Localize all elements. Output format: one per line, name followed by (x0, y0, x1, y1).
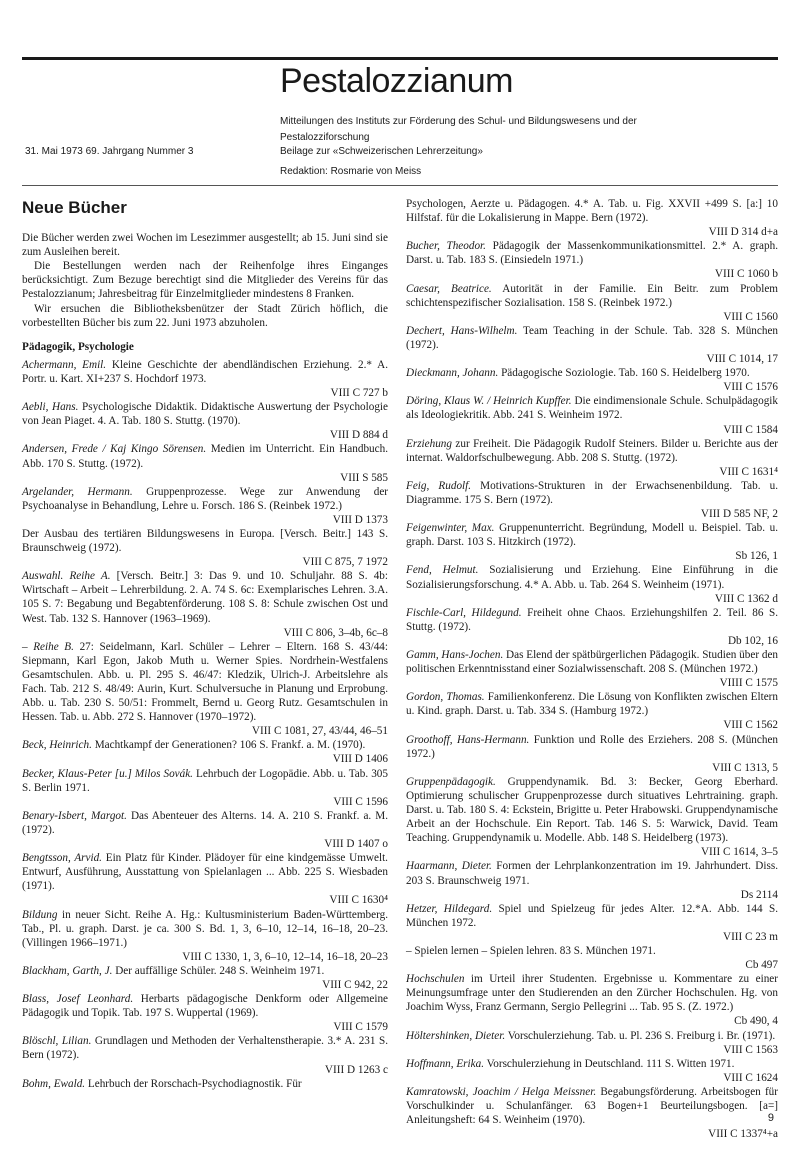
entry-signature: VIII C 23 m (723, 930, 778, 943)
entry-text: Team Teaching in der Schule. Tab. 328 S. München (1972). (406, 324, 778, 351)
entry-signature: VIII C 727 b (330, 387, 388, 400)
entry-signature: VIII C 1060 b (714, 268, 778, 281)
book-entry (406, 366, 778, 394)
entry-signature: VIII C 942, 22 (322, 978, 388, 991)
book-entry (22, 809, 388, 851)
entry-signature: VIII C 1337⁴+a (708, 1128, 778, 1141)
issue-info: 31. Mai 1973 69. Jahrgang Nummer 3 (25, 146, 194, 157)
subsection-heading: Pädagogik, Psychologie (22, 340, 134, 353)
entry-text: Machtkampf der Generationen? 106 S. Frankf. a. M. (1970). (94, 739, 366, 752)
entry-author: Groothoff, Hans-Hermann. (406, 733, 530, 746)
entry-author: Beck, Heinrich. (22, 739, 92, 752)
entry-author: Feig, Rudolf. (406, 479, 472, 492)
entry-signature: Cb 497 (745, 959, 778, 972)
entry-signature: VIII C 1631⁴ (719, 465, 778, 478)
entry-signature: VIII C 1330, 1, 3, 6–10, 12–14, 16–18, 20–23 (182, 950, 388, 963)
entry-text: Herbarts pädagogische Denkform oder Allgemeine Pädagogik und Topik. Tab. 197 S. Wuppertal (1969). (22, 993, 389, 1020)
entry-author: Gamm, Hans-Jochen. (406, 649, 504, 661)
entry-text: Die eindimensionale Schule. Schulpädagogik als Ideologiekritik. Abb. 241 S. Weinheim 1972. (406, 395, 779, 422)
entry-signature: VIII C 1560 (723, 310, 778, 323)
entry-text: Begabungsförderung. Arbeitsbogen für Vorschulkinder u. Schulanfänger. 63 Bogen+1 Beurteilungsbogen. [a=] Anleitungsheft: 64 S. Weinheim (1970). (406, 1085, 779, 1127)
entry-author: Hetzer, Hildegard. (406, 902, 493, 915)
book-entry (406, 944, 778, 972)
entry-signature: Cb 490, 4 (734, 1015, 778, 1028)
entry-signature: VIIII C 1575 (719, 677, 778, 690)
entry-text: Spiel und Spielzeug für jedes Alter. 12.*A. Abb. 144 S. München 1972. (406, 902, 778, 929)
intro-paragraph: Die Bestellungen werden nach der Reihenfolge ihres Einganges berücksichtigt. Zum Bezuge berechtigt sind die Mitglieder des Vereins für das Pestalozzianum; Jahresbeitrag für Einzelmitglieder mindestens 8 Franken. (22, 260, 388, 301)
entry-signature: VIII D 884 d (329, 429, 388, 442)
page-number: 9 (767, 1112, 774, 1124)
book-entry (406, 197, 778, 239)
editor-credit: Redaktion: Rosmarie von Meiss (280, 166, 422, 177)
entry-text: Autorität in der Familie. Ein Beitr. zum Problem schichtenspezifischer Sozialisation. 158 S. (Reinbek 1972.) (406, 282, 778, 309)
entry-author: Fischle-Carl, Hildegund. (406, 606, 522, 619)
entry-text: Medien im Unterricht. Ein Handbuch. Abb. 170 S. Stuttg. (1972). (22, 443, 388, 470)
entry-text: Grundlagen und Methoden der Verhaltenstherapie. 3.* A. 231 S. Bern (1972). (22, 1035, 388, 1062)
right-column (406, 197, 778, 1141)
entry-signature: VIII C 1562 (723, 719, 778, 732)
book-entry (406, 282, 778, 324)
masthead-subtitle: Mitteilungen des Instituts zur Förderung des Schul- und Bildungswesens und der Pestalozziforschung (280, 116, 637, 143)
header-top-rule (22, 57, 778, 60)
entry-author: Achermann, Emil. (22, 358, 107, 371)
entry-text: Das Elend der spätbürgerlichen Pädagogik. Studien über den politischen Erkenntnisstand einer Sozialwissenschaft. 208 S. (München 1972.) (406, 649, 778, 676)
entry-author: Feigenwinter, Max. (406, 522, 495, 535)
entry-author: Bildung (22, 908, 58, 921)
entry-text: 27: Seidelmann, Karl. Schüler – Lehrer – Eltern. 168 S. 43/44: Siepmann, Karl Egon, Jakob Muth u. Werner Spies. Nordrhein-Westfalens Gesamtschulen. Abb. u. Pl. 295 S. 46/47: Kledzik, Ulrich-J. Arbeitslehre als Fach. Tab. 212 S. 48/49: Aurin, Kurt. Schulversuche in Planung und Erprobung. Abb. u. Tab. 230 S. 50/51: Frommelt, Bernd u. Georg Rutz. Gesamtschulen in Hessen. Tab. u. Abb. 272 S. Hannover (1970–1972). (22, 640, 388, 724)
entry-text: Pädagogische Soziologie. Tab. 160 S. Heidelberg 1970. (501, 367, 750, 380)
book-entry (406, 479, 778, 521)
entry-signature: VIII C 1624 (723, 1071, 778, 1084)
entry-text: Vorschulerziehung. Tab. u. Pl. 236 S. Freiburg i. Br. (1971). (507, 1029, 776, 1042)
entry-signature: VIII D 1373 (332, 513, 388, 526)
book-entry (406, 606, 778, 648)
entry-signature: VIII C 1596 (333, 795, 388, 808)
left-column (22, 197, 388, 1091)
book-entry (22, 767, 388, 809)
book-entry (406, 1057, 778, 1085)
entry-text: Lehrbuch der Logopädie. Abb. u. Tab. 305 S. Berlin 1971. (22, 767, 388, 794)
entry-signature: VIII C 1630⁴ (329, 894, 388, 907)
book-entry (406, 972, 778, 1028)
entry-text: Funktion und Rolle des Erziehers. 208 S. (München 1972.) (406, 733, 778, 760)
entry-text: Familienkonferenz. Die Lösung von Konflikten zwischen Eltern u. Kind. graph. Darst. u. Tab. 334 S. (Hamburg 1972.) (406, 691, 778, 718)
entry-signature: VIII C 875, 7 1972 (302, 556, 388, 569)
book-entry (22, 964, 388, 992)
book-entry (406, 239, 778, 281)
entry-text: Der auffällige Schüler. 248 S. Weinheim 1971. (115, 964, 325, 977)
entry-text: Motivations-Strukturen in der Erwachsenenbildung. Tab. u. Diagramme. 175 S. Bern (1972). (406, 479, 778, 506)
entry-author: Bohm, Ewald. (22, 1077, 86, 1090)
entry-text: Psychologen, Aerzte u. Pädagogen. 4.* A. Tab. u. Fig. XXVII +499 S. [a:] 10 Hilfstaf. für die Lokalisierung in Mappe. Bern (1972). (406, 198, 778, 225)
book-entry (22, 485, 388, 527)
intro-paragraph: Wir ersuchen die Bibliotheksbenützer der Stadt Zürich höflich, die vorbestellten Bücher bis zum 22. Juni 1973 abzuholen. (22, 302, 388, 329)
book-entry (22, 400, 388, 442)
entry-signature: VIII C 1576 (723, 381, 778, 394)
entry-text: Psychologische Didaktik. Didaktische Auswertung der Psychologie von Jean Piaget. 4. A. Tab. 180 S. Stuttg. (1970). (22, 401, 388, 428)
book-entry (22, 358, 388, 400)
book-entry (406, 690, 778, 732)
book-entry (406, 775, 778, 860)
entry-text: Kleine Geschichte der abendländischen Erziehung. 2.* A. Portr. u. Kart. XI+237 S. Hochdorf 1973. (22, 358, 389, 385)
entry-text: Formen der Lehrplankonzentration im 19. Jahrhundert. Diss. 203 S. Braunschweig 1971. (406, 860, 778, 887)
entry-text: Pädagogik der Massenkommunikationsmittel. 2.* A. graph. Darst. u. Tab. 183 S. (Einsiedeln 1971.) (406, 240, 779, 267)
entry-signature: VIII C 1081, 27, 43/44, 46–51 (251, 725, 388, 738)
header-bottom-rule (22, 185, 778, 186)
entry-signature: VIII C 1563 (723, 1043, 778, 1056)
entry-text: Ein Platz für Kinder. Plädoyer für eine kindgemässe Umwelt. Entwurf, Ausführung, Ausstattung von Spielanlagen ... Abb. 225 S. Wiesbaden (1971). (22, 852, 388, 893)
entry-author: Blass, Josef Leonhard. (22, 993, 134, 1006)
book-entry (406, 563, 778, 605)
entry-signature: VIII D 314 d+a (708, 226, 778, 239)
entry-author: Benary-Isbert, Margot. (22, 809, 127, 822)
book-entry (406, 902, 778, 944)
book-entry (22, 442, 388, 484)
intro-text (22, 231, 388, 330)
entry-author: Gordon, Thomas. (406, 691, 485, 704)
book-entry (406, 733, 778, 775)
entry-signature: Sb 126, 1 (735, 550, 778, 563)
entry-author: Becker, Klaus-Peter [u.] Milos Sovák. (22, 767, 193, 780)
entry-signature: VIII C 1362 d (714, 592, 778, 605)
entry-text: [Versch. Beitr.] 3: Das 9. und 10. Schuljahr. 88 S. 4b: Wirtschaft – Arbeit – Lehrerbildung. 2. A. 74 S. 6c: Exemplarisches Lehren. 3.A. 105 S. 7: Begabung und Begabtenförderung. 108 S. 8: Schule zwischen Ost und West. Tab. 132 S. Hannover (1963–1969). (22, 570, 389, 625)
book-entry (406, 859, 778, 901)
entry-signature: VIII C 1579 (333, 1021, 388, 1034)
entry-author: Dechert, Hans-Wilhelm. (406, 324, 518, 337)
entry-text: Vorschulerziehung in Deutschland. 111 S. Witten 1971. (486, 1057, 735, 1070)
book-entry (22, 851, 388, 907)
entry-author: Aebli, Hans. (22, 401, 79, 414)
masthead-title: Pestalozzianum (280, 62, 514, 100)
entry-author: Erziehung (406, 437, 452, 450)
entry-signature: VIII D 1407 o (324, 838, 388, 851)
entry-author: Dieckmann, Johann. (406, 367, 499, 380)
entry-text: in neuer Sicht. Reihe A. Hg.: Kultusministerium Baden-Württemberg. Tab., Pl. u. graph. Darst. je ca. 300 S. Bd. 1, 3, 6–10, 12–14, 16–18, 20–23. (Villingen 1966–1971.) (22, 908, 388, 949)
entry-text: zur Freiheit. Die Pädagogik Rudolf Steiners. Bilder u. Berichte aus der internat. Waldorfschulbewegung. Abb. 208 S. Stuttg. (1972). (406, 437, 779, 464)
entry-signature: VIII D 1263 c (324, 1063, 388, 1076)
entry-signature: VIII D 1406 (332, 753, 388, 766)
entry-text: im Urteil ihrer Studenten. Ergebnisse u. Kommentare zu einer Meinungsumfrage unter den Studierenden an den Zürcher Hochschulen. Hg. von Joachim Wyss, Franz Germann, Sergio Pellegrini ... Tab. 95 S. (Z. 1972.) (406, 973, 778, 1014)
entry-text: Gruppenprozesse. Wege zur Anwendung der Psychoanalyse in Behandlung, Lehre u. Forsch. 186 S. (Reinbek 1972.) (22, 485, 389, 512)
entry-signature: VIII C 1614, 3–5 (700, 846, 778, 859)
entry-text: – Spielen lernen – Spielen lehren. 83 S. München 1971. (406, 944, 656, 957)
entry-author: Bucher, Theodor. (406, 240, 486, 253)
entry-author: Hochschulen (406, 973, 465, 986)
entry-text: Gruppenunterricht. Begründung, Modell u. Beispiel. Tab. u. graph. Darst. 103 S. Hitzkirch (1972). (406, 522, 778, 549)
right-entry-list (406, 197, 778, 1141)
entry-signature: VIII D 585 NF, 2 (700, 508, 778, 521)
book-entry (406, 1029, 778, 1057)
entry-author: Gruppenpädagogik. (406, 775, 496, 788)
book-entry (406, 648, 778, 690)
book-entry (22, 992, 388, 1034)
entry-author: Caesar, Beatrice. (406, 282, 492, 295)
supplement-note: Beilage zur «Schweizerischen Lehrerzeitung» (280, 146, 483, 157)
entry-author: Fend, Helmut. (406, 564, 479, 577)
entry-author: Bengtsson, Arvid. (22, 852, 102, 865)
book-entry (406, 437, 778, 479)
entry-signature: Db 102, 16 (727, 634, 778, 647)
entry-text: Freiheit ohne Chaos. Erziehungshilfen 2. Teil. 86 S. Stuttg. (1972). (406, 606, 779, 633)
entry-author: Andersen, Frede / Kaj Kingo Sörensen. (22, 443, 207, 456)
entry-author: – Reihe B. (22, 640, 74, 653)
left-entry-list (22, 358, 388, 1091)
intro-paragraph: Die Bücher werden zwei Wochen im Lesezimmer ausgestellt; ab 15. Juni sind sie zum Ausleihen bereit. (22, 232, 388, 259)
entry-author: Hoffmann, Erika. (406, 1057, 484, 1070)
section-title: Neue Bücher (22, 198, 127, 217)
entry-signature: VIII S 585 (340, 471, 388, 484)
book-entry (22, 908, 388, 964)
entry-text: Lehrbuch der Rorschach-Psychodiagnostik. Für (87, 1077, 302, 1090)
entry-author: Auswahl. Reihe A. (22, 570, 111, 583)
entry-signature: VIII C 806, 3–4b, 6c–8 (283, 626, 388, 639)
entry-text: Der Ausbau des tertiären Bildungswesens in Europa. [Versch. Beitr.] 143 S. Braunschweig (1972). (22, 527, 388, 555)
book-entry (406, 1085, 778, 1141)
book-entry (22, 640, 388, 739)
entry-signature: VIII C 1014, 17 (706, 353, 778, 366)
book-entry (406, 521, 778, 563)
entry-author: Kamratowski, Joachim / Helga Meissner. (406, 1085, 597, 1098)
book-entry (22, 738, 388, 766)
entry-author: Argelander, Hermann. (22, 485, 133, 498)
entry-signature: VIII C 1584 (723, 423, 778, 436)
entry-text: Das Abenteuer des Alterns. 14. A. 210 S. Frankf. a. M. (1972). (22, 809, 388, 836)
entry-author: Blöschl, Lilian. (22, 1035, 92, 1048)
book-entry (22, 527, 388, 569)
book-entry (22, 1077, 388, 1091)
book-entry (406, 394, 778, 436)
book-entry (22, 1034, 388, 1076)
entry-text: Gruppendynamik. Bd. 3: Becker, Georg Eberhard. Optimierung schulischer Gruppenprozesse durch situatives Lehrtraining. graph. Darst. u. Tab. 180 S. 4: Eckstein, Brigitte u. Peter Hrabowski. Gruppendynamische Arbeit an der Hochschule. Ein Report. Tab. 146 S. 5: Warwick, David. Team Teaching. Gruppendynamik u. Modelle. Abb. 148 S. Heidelberg (1973). (406, 775, 778, 845)
entry-signature: Ds 2114 (740, 888, 778, 901)
book-entry (406, 324, 778, 366)
entry-signature: VIII C 1313, 5 (712, 761, 778, 774)
entry-author: Höltershinken, Dieter. (406, 1029, 506, 1042)
book-entry (22, 569, 388, 639)
entry-author: Döring, Klaus W. / Heinrich Kupffer. (406, 395, 572, 408)
entry-author: Haarmann, Dieter. (406, 860, 492, 873)
entry-text: Sozialisierung und Erziehung. Eine Einführung in die Sozialisierungsforschung. 4.* A. Abb. u. Tab. 264 S. Weinheim (1971). (406, 564, 779, 591)
entry-author: Blackham, Garth, J. (22, 964, 113, 977)
